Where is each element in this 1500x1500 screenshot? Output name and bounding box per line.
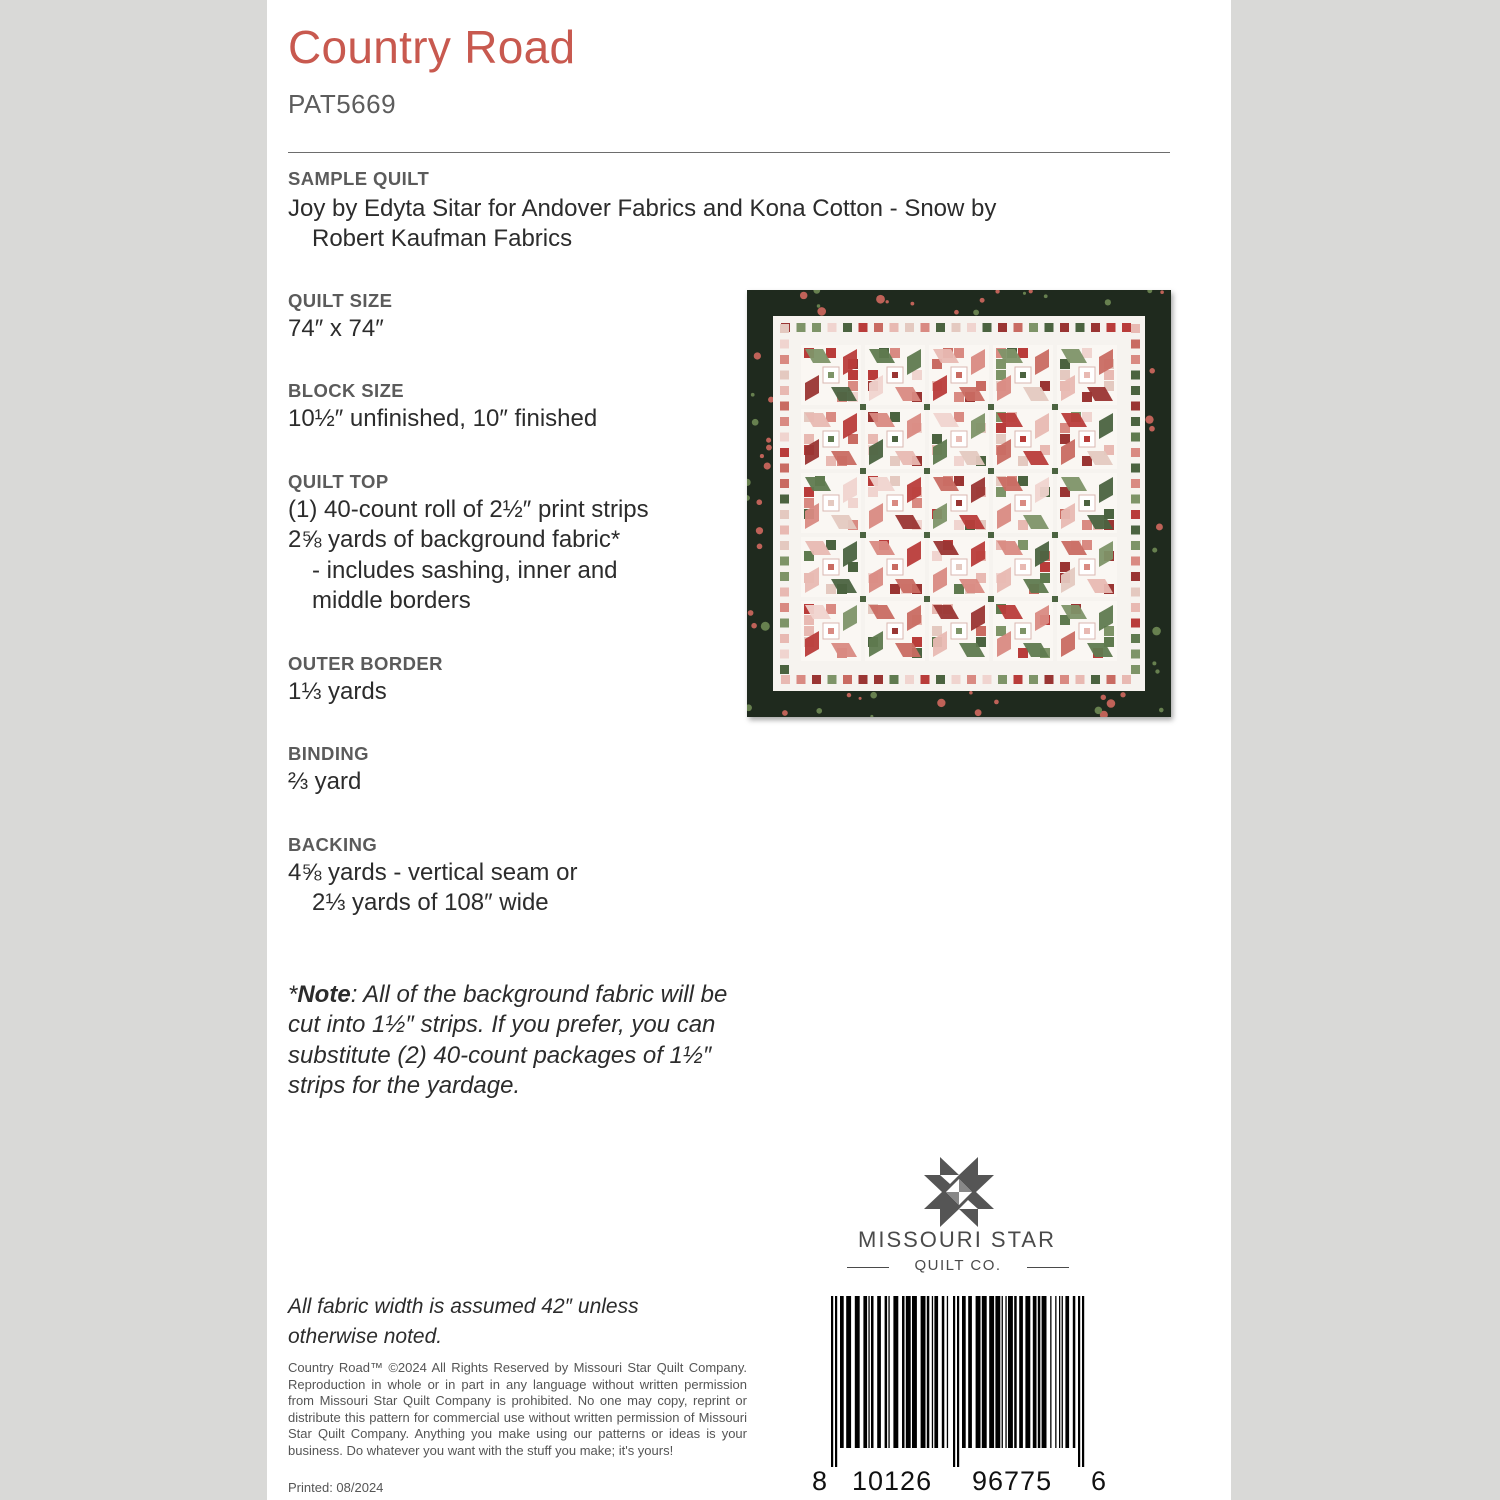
section-binding	[288, 743, 369, 797]
copyright-notice: Country Road™ ©2024 All Rights Reserved by Missouri Star Quilt Company. Reproduction in whole or in part in any language without written permission from Missouri Star Quilt Company is prohibited. No one may copy, reprint or distribute this pattern for commercial use without written permission of Missouri Star Quilt Company. Anything you make using our patterns or ideas is your business. Do whatever you want with the stuff you make; it's yours!	[288, 1360, 747, 1458]
section-label: BINDING	[288, 743, 369, 764]
printed-date: Printed: 08/2024	[288, 1480, 384, 1495]
pattern-sku: PAT5669	[288, 89, 397, 119]
section-line: middle borders	[312, 586, 471, 614]
section-line: ⅔ yard	[288, 768, 362, 795]
logo-subtitle: QUILT CO.	[847, 1257, 1069, 1274]
section-label: BLOCK SIZE	[288, 380, 405, 401]
section-line: Robert Kaufman Fabrics	[312, 225, 573, 253]
section-line: 4⅝ yards - vertical seam or	[288, 859, 578, 886]
section-label: QUILT SIZE	[288, 290, 393, 311]
brand-logo	[827, 1155, 1087, 1285]
barcode-digits-right: 96775	[972, 1466, 1053, 1496]
barcode-digits-left: 10126	[852, 1466, 933, 1496]
section-line: 2⅝ yards of background fabric*	[288, 526, 621, 554]
note-text: : All of the background fabric will be cut into 1½″ strips. If you prefer, you can substitute (2) 40-count packages of 1½″ strips for the yardage.	[288, 981, 728, 1099]
section-quilt-top	[288, 471, 649, 616]
section-label: OUTER BORDER	[288, 653, 443, 674]
pattern-back-page	[267, 0, 1231, 1500]
section-line: 1⅓ yards	[288, 678, 387, 705]
divider	[288, 152, 1170, 153]
section-line: 10½″ unfinished, 10″ finished	[288, 405, 598, 432]
note-prefix: *	[288, 981, 298, 1008]
section-label: QUILT TOP	[288, 471, 389, 492]
star-icon	[922, 1155, 996, 1229]
section-backing	[288, 834, 577, 919]
barcode	[807, 1296, 1107, 1500]
note-bold: Note	[297, 981, 351, 1008]
pattern-title: Country Road	[288, 21, 576, 73]
section-block-size	[288, 380, 597, 434]
section-outer-border	[288, 653, 443, 707]
section-line: 2⅓ yards of 108″ wide	[312, 889, 549, 917]
section-line: Joy by Edyta Sitar for Andover Fabrics and Kona Cotton - Snow by	[288, 195, 997, 222]
section-line: (1) 40-count roll of 2½″ print strips	[288, 496, 649, 523]
logo-name: MISSOURI STAR	[858, 1227, 1056, 1252]
barcode-digit-first: 8	[812, 1466, 829, 1496]
section-label: SAMPLE QUILT	[288, 168, 430, 189]
section-sample-quilt	[288, 168, 996, 255]
section-line: 74″ x 74″	[288, 315, 384, 342]
barcode-digit-last: 6	[1091, 1466, 1108, 1496]
section-label: BACKING	[288, 834, 378, 855]
background-fabric-note	[288, 980, 728, 1101]
section-line: - includes sashing, inner and	[312, 556, 618, 584]
barcode-bars	[831, 1296, 1086, 1467]
section-quilt-size	[288, 290, 392, 344]
sample-quilt-photo	[747, 290, 1171, 717]
fabric-width-note: All fabric width is assumed 42″ unless otherwise noted.	[288, 1295, 639, 1348]
